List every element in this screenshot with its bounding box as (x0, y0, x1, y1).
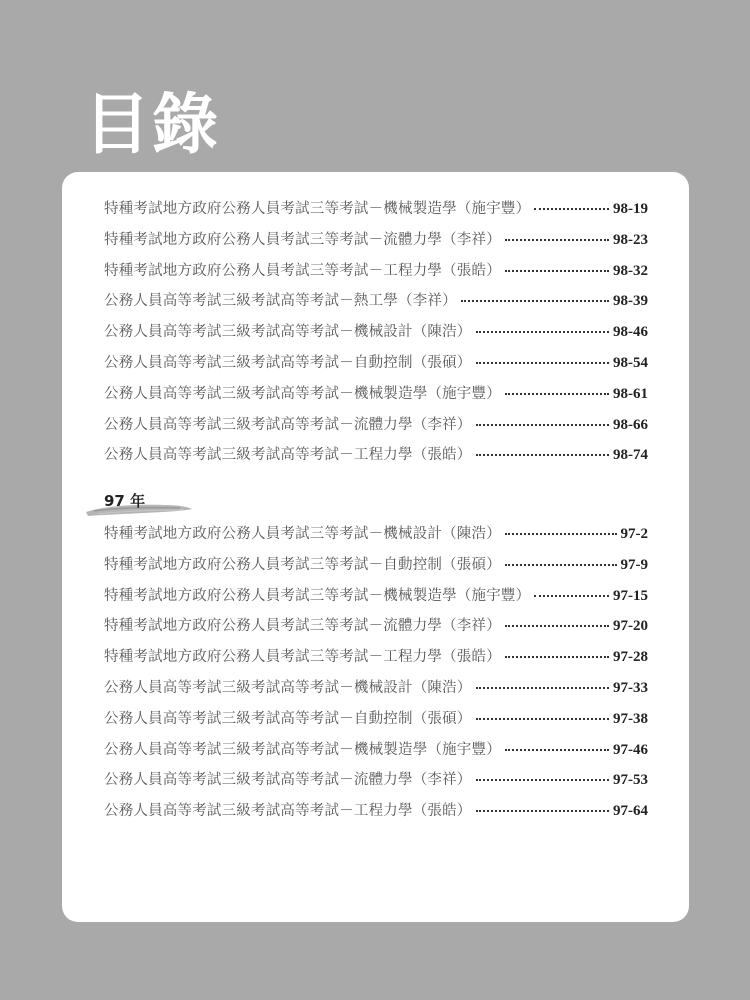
toc-entry-page: 97-38 (613, 710, 648, 727)
toc-entry-page: 98-46 (613, 324, 648, 341)
toc-entry[interactable] (104, 410, 648, 441)
dot-leader (505, 238, 609, 241)
dot-leader (534, 594, 609, 597)
toc-entry-title: 特種考試地方政府公務人員考試三等考試－流體力學（李祥） (104, 231, 501, 248)
toc-entry[interactable] (104, 611, 648, 642)
toc-entry[interactable] (104, 796, 648, 827)
dot-leader (476, 423, 610, 426)
toc-entry-title: 特種考試地方政府公務人員考試三等考試－自動控制（張碩） (104, 556, 501, 573)
dot-leader (476, 361, 610, 364)
toc-entry-page: 98-61 (613, 385, 648, 402)
toc-entry-page: 97-28 (613, 649, 648, 666)
page-title: 目錄 (84, 86, 220, 163)
toc-entry[interactable] (104, 348, 648, 379)
toc-entry-title: 公務人員高等考試三級考試高等考試－機械設計（陳浩） (104, 679, 472, 696)
toc-entry[interactable] (104, 519, 648, 550)
dot-leader (534, 207, 609, 210)
toc-entry-title: 公務人員高等考試三級考試高等考試－自動控制（張碩） (104, 710, 472, 727)
toc-entry-page: 98-74 (613, 447, 648, 464)
toc-entry[interactable] (104, 317, 648, 348)
toc-entry-page: 97-15 (613, 587, 648, 604)
dot-leader (476, 778, 610, 781)
toc-entry-page: 98-39 (613, 293, 648, 310)
toc-entry[interactable] (104, 440, 648, 471)
toc-entry-page: 97-33 (613, 679, 648, 696)
toc-entry-title: 公務人員高等考試三級考試高等考試－流體力學（李祥） (104, 772, 472, 789)
toc-entry-title: 公務人員高等考試三級考試高等考試－流體力學（李祥） (104, 416, 472, 433)
toc-entry-page: 97-53 (613, 772, 648, 789)
toc-entry[interactable] (104, 642, 648, 673)
toc-entry-title: 公務人員高等考試三級考試高等考試－機械設計（陳浩） (104, 324, 472, 341)
dot-leader (505, 392, 609, 395)
toc-entry-page: 97-2 (620, 526, 648, 542)
toc-entry[interactable] (104, 256, 648, 287)
toc-entry-page: 97-64 (613, 803, 648, 820)
toc-entry-title: 公務人員高等考試三級考試高等考試－工程力學（張皓） (104, 803, 472, 820)
toc-entry-page: 98-32 (613, 262, 648, 279)
toc-entry[interactable] (104, 735, 648, 766)
dot-leader (476, 717, 610, 720)
dot-leader (505, 655, 609, 658)
toc-entry-title: 特種考試地方政府公務人員考試三等考試－流體力學（李祥） (104, 618, 501, 635)
toc-entry-page: 98-23 (613, 231, 648, 248)
toc-entry[interactable] (104, 194, 648, 225)
toc-entry[interactable] (104, 550, 648, 581)
toc-entry[interactable] (104, 704, 648, 735)
toc-entry-page: 97-20 (613, 618, 648, 635)
toc-entry[interactable] (104, 673, 648, 704)
toc-entry[interactable] (104, 225, 648, 256)
toc-entry-title: 特種考試地方政府公務人員考試三等考試－機械製造學（施宇豐） (104, 587, 531, 604)
toc-entry-page: 98-54 (613, 354, 648, 371)
section-heading-97 (84, 486, 194, 522)
toc-entry-page: 97-9 (620, 556, 648, 573)
toc-entry[interactable] (104, 581, 648, 612)
toc-entry[interactable] (104, 286, 648, 317)
dot-leader (476, 809, 610, 812)
dot-leader (505, 269, 609, 272)
toc-entry-title: 公務人員高等考試三級考試高等考試－機械製造學（施宇豐） (104, 385, 501, 402)
dot-leader (505, 624, 609, 627)
dot-leader (476, 453, 610, 456)
toc-entry-title: 公務人員高等考試三級考試高等考試－自動控制（張碩） (104, 354, 472, 371)
toc-entry-page: 98-19 (613, 201, 648, 217)
toc-entry-title: 特種考試地方政府公務人員考試三等考試－機械設計（陳浩） (104, 526, 501, 542)
toc-entry-title: 特種考試地方政府公務人員考試三等考試－工程力學（張皓） (104, 262, 501, 279)
dot-leader (505, 563, 617, 566)
toc-entry-title: 公務人員高等考試三級考試高等考試－工程力學（張皓） (104, 447, 472, 464)
toc-entry-title: 公務人員高等考試三級考試高等考試－熱工學（李祥） (104, 293, 457, 310)
toc-entry-page: 98-66 (613, 416, 648, 433)
section-heading-label: 97 年 (104, 492, 146, 510)
toc-list-97 (104, 519, 648, 827)
toc-entry-title: 公務人員高等考試三級考試高等考試－機械製造學（施宇豐） (104, 741, 501, 758)
toc-entry[interactable] (104, 379, 648, 410)
toc-entry-title: 特種考試地方政府公務人員考試三等考試－工程力學（張皓） (104, 649, 501, 666)
dot-leader (476, 686, 610, 689)
dot-leader (505, 748, 609, 751)
dot-leader (461, 299, 609, 302)
toc-entry-page: 97-46 (613, 741, 648, 758)
toc-list-98 (104, 194, 648, 471)
toc-entry-title: 特種考試地方政府公務人員考試三等考試－機械製造學（施宇豐） (104, 201, 531, 217)
dot-leader (505, 532, 617, 535)
toc-entry[interactable] (104, 765, 648, 796)
dot-leader (476, 330, 610, 333)
